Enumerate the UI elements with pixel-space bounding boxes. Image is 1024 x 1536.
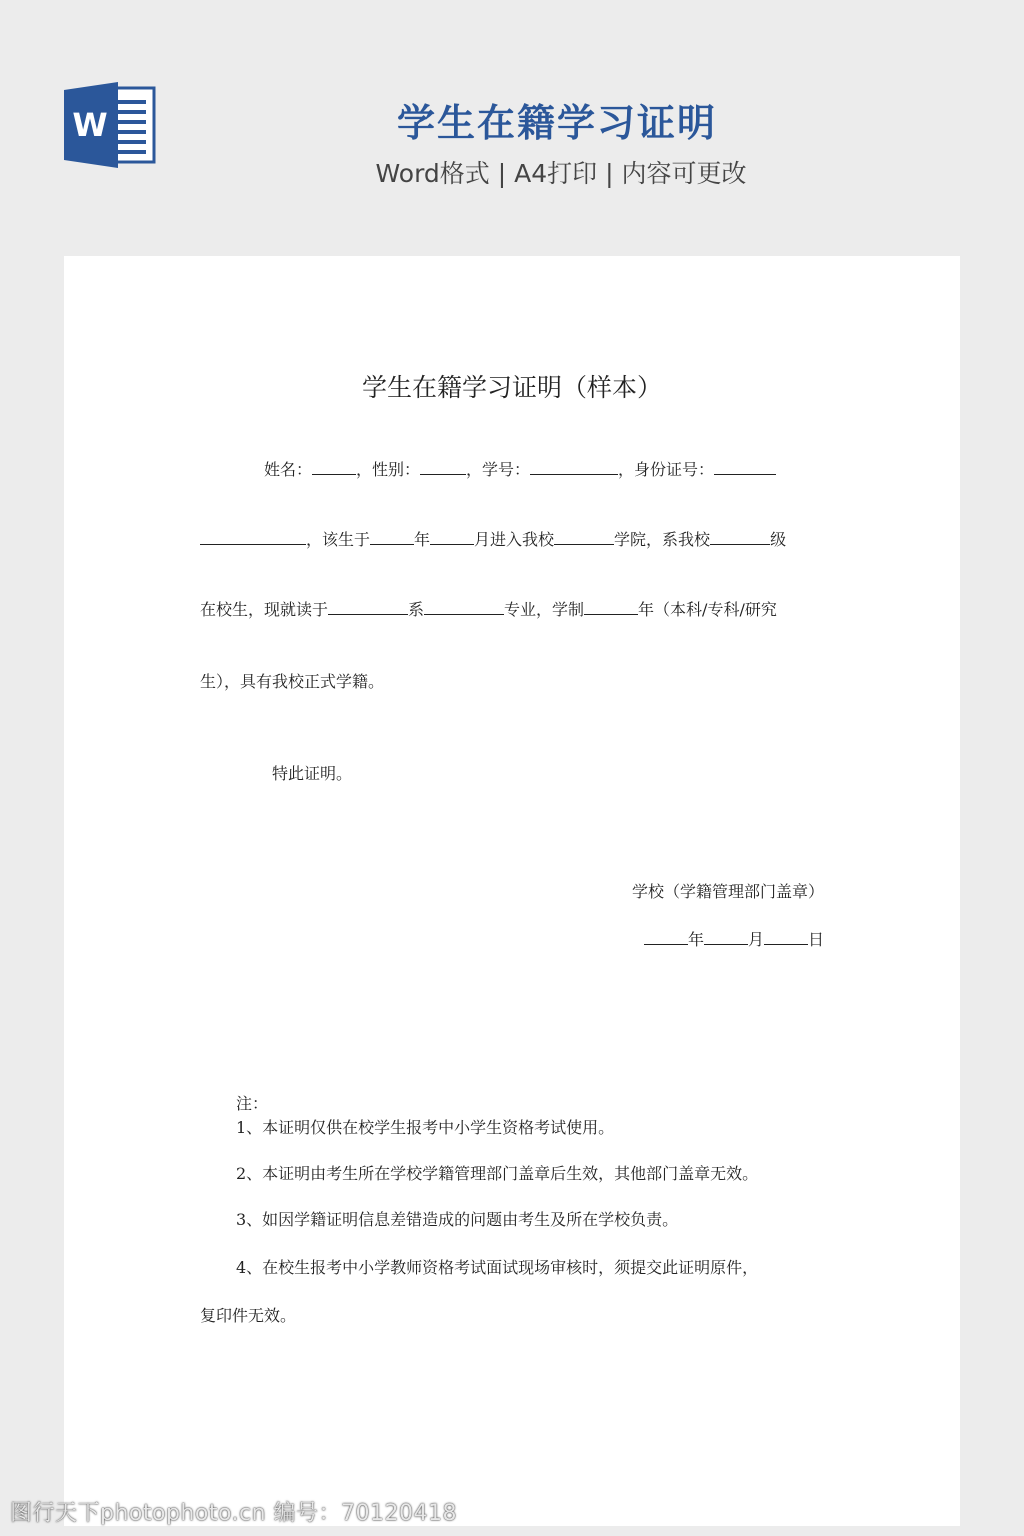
studying-text: 在校生，现就读于: [200, 600, 329, 619]
note-item: 4、在校生报考中小学教师资格考试面试现场审核时，须提交此证明原件，: [236, 1258, 759, 1277]
info-line-1: [200, 458, 824, 482]
college-blank[interactable]: [554, 530, 614, 545]
id-card-blank-cont[interactable]: [200, 530, 306, 545]
info-line-2: [200, 528, 824, 552]
note-item: 3、如因学籍证明信息差错造成的问题由考生及所在学校负责。: [236, 1210, 679, 1229]
page-subtitle: Word格式 | A4打印 | 内容可更改: [375, 159, 747, 188]
enroll-month-blank[interactable]: [430, 530, 474, 545]
document-page: [64, 256, 960, 1526]
header: [0, 0, 1024, 240]
major-text: 专业，学制: [504, 600, 585, 619]
notes-label: 注：: [236, 1094, 269, 1113]
date-line: [200, 928, 824, 952]
major-blank[interactable]: [424, 600, 504, 615]
info-line-3: [200, 598, 824, 622]
note-item: 2、本证明由考生所在学校学籍管理部门盖章后生效，其他部门盖章无效。: [236, 1164, 759, 1183]
month-text: 月进入我校: [474, 530, 555, 549]
name-blank[interactable]: [312, 460, 356, 475]
note-continuation: 复印件无效。: [200, 1306, 297, 1325]
id-card-label: ，身份证号：: [618, 460, 715, 479]
grade-blank[interactable]: [710, 530, 770, 545]
date-month-blank[interactable]: [704, 930, 748, 945]
word-icon-letter: W: [72, 106, 108, 144]
id-card-blank[interactable]: [714, 460, 776, 475]
info-line-4: 生），具有我校正式学籍。: [200, 672, 385, 691]
degree-text: 年（本科/专科/研究: [638, 600, 777, 619]
enroll-year-blank[interactable]: [370, 530, 414, 545]
date-month-text: 月: [747, 930, 764, 949]
date-year-text: 年: [687, 930, 704, 949]
page-title: 学生在籍学习证明: [396, 101, 717, 145]
college-text: 学院，系我校: [614, 530, 711, 549]
gender-label: ，性别：: [356, 460, 421, 479]
year-text: 年: [414, 530, 431, 549]
signature-text: 学校（学籍管理部门盖章）: [631, 882, 824, 901]
date-day-text: 日: [807, 930, 824, 949]
watermark: 图行天下photophoto.cn 编号：70120418: [10, 1501, 458, 1526]
student-id-label: ，学号：: [466, 460, 531, 479]
department-blank[interactable]: [328, 600, 408, 615]
enroll-text: ，该生于: [306, 530, 371, 549]
department-text: 系: [408, 600, 425, 619]
date-year-blank[interactable]: [644, 930, 688, 945]
duration-blank[interactable]: [584, 600, 638, 615]
date-day-blank[interactable]: [764, 930, 808, 945]
name-label: 姓名：: [264, 460, 313, 479]
document-title: 学生在籍学习证明（样本）: [361, 373, 662, 402]
closing-text: 特此证明。: [272, 764, 353, 783]
gender-blank[interactable]: [420, 460, 466, 475]
grade-text: 级: [770, 530, 787, 549]
note-item: 1、本证明仅供在校学生报考中小学生资格考试使用。: [236, 1118, 615, 1137]
student-id-blank[interactable]: [530, 460, 618, 475]
